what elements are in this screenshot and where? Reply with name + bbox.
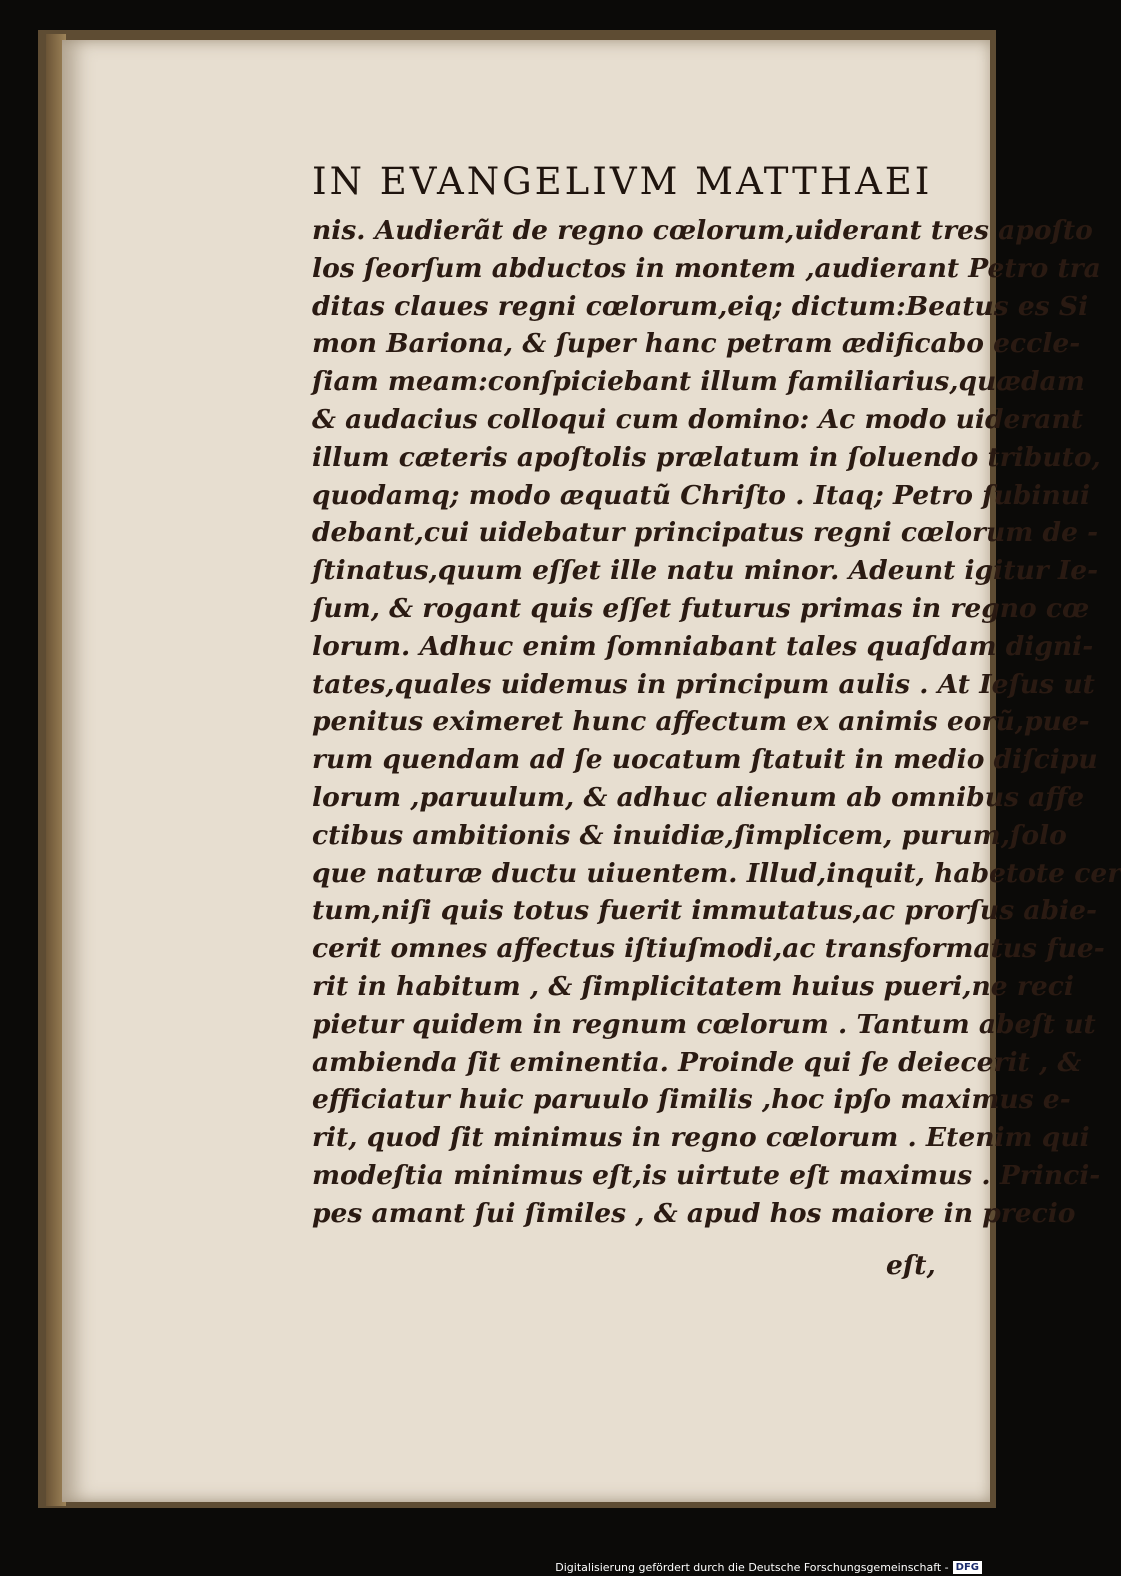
text-line: rum quendam ad ſe uocatum ſtatuit in medio diſcipu — [312, 744, 1098, 776]
text-line: lorum ,paruulum, & adhuc alienum ab omnibus affe — [312, 781, 1085, 813]
text-line: pes amant ſui ſimiles , & apud hos maiore in precio — [312, 1197, 1076, 1229]
text-line: debant,cui uidebatur principatus regni cœlorum de - — [312, 517, 1099, 549]
text-line: nis. Audierãt de regno cœlorum,uiderant tres apoſto — [312, 215, 1093, 246]
text-block — [312, 212, 1121, 1233]
text-line: modeſtia minimus eſt,is uirtute eſt maximus . Princi- — [312, 1159, 1101, 1191]
text-line: ſum, & rogant quis eſſet futurus primas in regno cœ — [312, 592, 1090, 624]
text-line: cerit omnes affectus iſtiuſmodi,ac transformatus fue- — [312, 933, 1105, 965]
digitization-credit — [555, 1561, 982, 1574]
text-line: rit, quod ſit minimus in regno cœlorum . Etenim qui — [312, 1122, 1090, 1154]
text-line: ambienda ſit eminentia. Proinde qui ſe deiecerit , & — [312, 1046, 1082, 1078]
text-line: illum cæteris apoſtolis prælatum in ſoluendo tributo, — [312, 441, 1101, 473]
text-line: ſtinatus,quum eſſet ille natu minor. Adeunt igitur Ie- — [312, 555, 1099, 587]
text-line: tates,quales uidemus in principum aulis . At Ieſus ut — [312, 668, 1095, 700]
text-line: los ſeorſum abductos in montem ,audierant Petro tra — [312, 252, 1101, 284]
text-line: penitus eximeret hunc affectum ex animis eorũ,pue- — [312, 706, 1090, 738]
catchword: eſt, — [886, 1250, 936, 1281]
dfg-logo: DFG — [953, 1561, 982, 1574]
text-line: ditas claues regni cœlorum,eiq; dictum:Beatus es Si — [312, 290, 1089, 322]
text-line: tum,niſi quis totus fuerit immutatus,ac prorſus abie- — [312, 895, 1097, 927]
text-line: & audacius colloqui cum domino: Ac modo uiderant — [312, 403, 1083, 435]
text-line: mon Bariona, & ſuper hanc petram ædificabo eccle- — [312, 328, 1081, 360]
text-line: ctibus ambitionis & inuidiæ,ſimplicem, purum,ſolo — [312, 819, 1067, 851]
credit-text: Digitalisierung gefördert durch die Deutsche Forschungsgemeinschaft - — [555, 1561, 949, 1574]
text-line: ſiam meam:conſpiciebant illum familiarius,quædam — [312, 366, 1085, 398]
text-line: pietur quidem in regnum cœlorum . Tantum abeſt ut — [312, 1008, 1096, 1040]
text-line: rit in habitum , & ſimplicitatem huius pueri,ne reci — [312, 970, 1074, 1002]
text-line: quodamq; modo æquatũ Chriſto . Itaq; Petro ſubinui — [312, 479, 1091, 511]
running-head: IN EVANGELIVM MATTHAEI — [312, 160, 933, 203]
text-line: efficiatur huic paruulo ſimilis ,hoc ipſo maximus e- — [312, 1084, 1071, 1116]
text-line: que naturæ ductu uiuentem. Illud,inquit, habetote cer — [312, 857, 1121, 889]
text-line: lorum. Adhuc enim ſomniabant tales quaſdam digni- — [312, 630, 1094, 662]
